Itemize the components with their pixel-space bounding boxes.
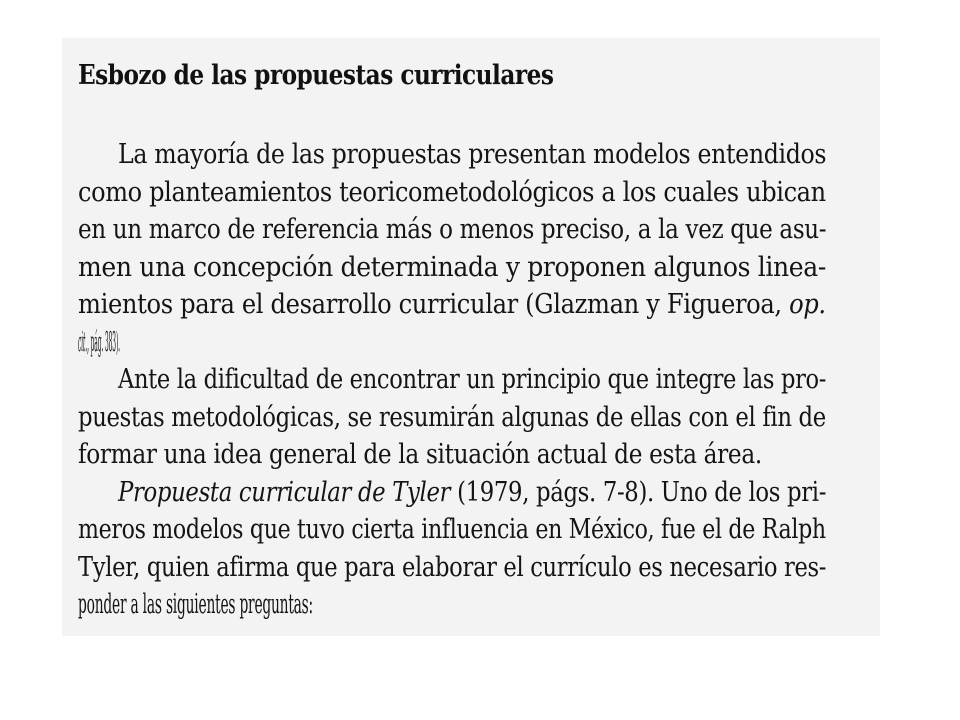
text-segment: ponder a las siguientes preguntas: xyxy=(78,589,313,620)
text-line xyxy=(78,174,826,212)
italic-text: Propuesta curricular de Tyler xyxy=(118,476,451,508)
text-line xyxy=(118,136,827,174)
text-segment: , pág. 383). xyxy=(87,326,120,358)
text-segment: Ante la dificultad de encontrar un principio que integre las pro- xyxy=(118,364,827,395)
text-line xyxy=(78,436,762,474)
text-line xyxy=(78,399,826,437)
text-line xyxy=(118,474,827,512)
text-segment: como planteamientos teoricometodológicos a los cuales ubican xyxy=(78,176,826,208)
text-segment: Tyler, quien afirma que para elaborar el currículo es necesario res- xyxy=(78,551,827,583)
text-segment: meros modelos que tuvo cierta influencia en México, fue el de Ralph xyxy=(78,514,826,545)
body-paragraphs xyxy=(78,136,858,624)
section-heading: Esbozo de las propuestas curriculares xyxy=(78,60,554,91)
text-line xyxy=(78,211,827,249)
text-segment: (1979, págs. 7-8). Uno de los pri- xyxy=(450,476,827,508)
text-segment: en un marco de referencia más o menos preciso, a la vez que asu- xyxy=(78,214,827,245)
italic-text: cit. xyxy=(78,326,88,358)
text-segment: formar una idea general de la situación actual de esta área. xyxy=(78,439,762,470)
text-line xyxy=(78,249,826,287)
text-line xyxy=(78,549,827,587)
text-line xyxy=(118,361,827,399)
text-segment: La mayoría de las propuestas presentan modelos entendidos xyxy=(118,139,827,170)
text-line xyxy=(78,324,248,362)
italic-text: op. xyxy=(789,289,826,320)
text-segment: puestas metodológicas, se resumirán algunas de ellas con el fin de xyxy=(78,401,826,433)
text-line xyxy=(78,586,476,624)
text-segment: men una concepción determinada y proponen algunos linea- xyxy=(78,251,826,283)
text-line xyxy=(78,286,826,324)
text-segment: mientos para el desarrollo curricular (Glazman y Figueroa, xyxy=(78,289,790,320)
text-line xyxy=(78,511,826,549)
